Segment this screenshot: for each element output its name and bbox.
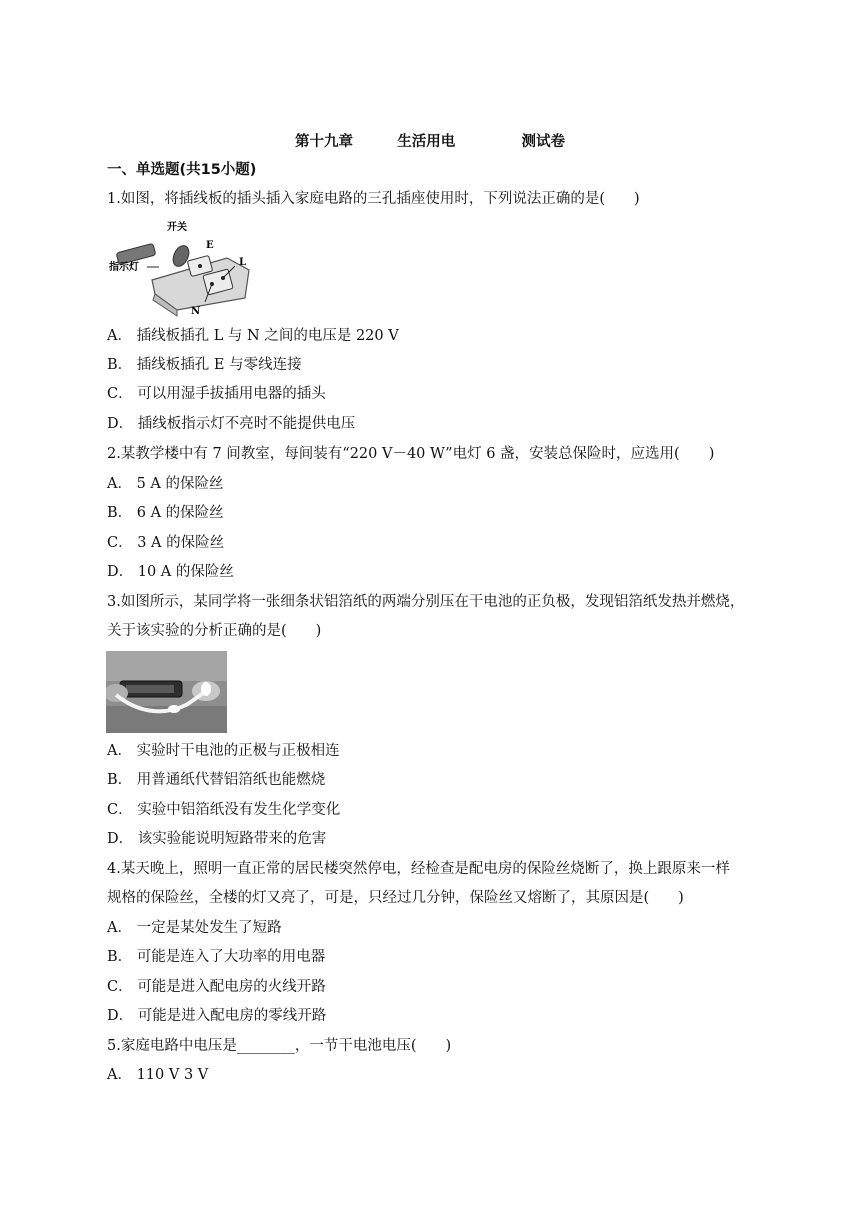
question-5-option-a: A． 110 V 3 V (107, 1067, 209, 1083)
question-4-stem-line-2: 规格的保险丝，全楼的灯又亮了，可是，只经过几分钟，保险丝又熔断了，其原因是( ) (107, 890, 684, 906)
section-heading: 一、单选题(共15小题) (107, 162, 257, 178)
question-3-stem-line-1: 3.如图所示，某同学将一张细条状铝箔纸的两端分别压在干电池的正负极，发现铝箔纸发热并燃烧， (107, 594, 745, 610)
question-1-option-b: B． 插线板插孔 E 与零线连接 (107, 357, 302, 373)
question-2-option-b: B． 6 A 的保险丝 (107, 505, 224, 521)
question-3-option-d: D． 该实验能说明短路带来的危害 (107, 831, 327, 847)
question-4-option-d: D． 可能是进入配电房的零线开路 (107, 1008, 327, 1024)
question-2-option-a: A． 5 A 的保险丝 (107, 476, 224, 492)
question-4-option-a: A． 一定是某处发生了短路 (107, 920, 282, 936)
figure-label-indicator: 指示灯 (109, 262, 139, 273)
question-4-option-c: C． 可能是进入配电房的火线开路 (107, 979, 326, 995)
question-1-stem: 1.如图，将插线板的插头插入家庭电路的三孔插座使用时，下列说法正确的是( ) (107, 191, 640, 207)
question-3-stem-line-2: 关于该实验的分析正确的是( ) (107, 623, 322, 639)
power-strip-figure (107, 218, 253, 318)
question-2-option-c: C． 3 A 的保险丝 (107, 535, 225, 551)
question-2-stem: 2.某教学楼中有 7 间教室，每间装有“220 V－40 W”电灯 6 盏，安装总保险时，应选用( ) (107, 446, 715, 462)
question-3-option-b: B． 用普通纸代替铝箔纸也能燃烧 (107, 772, 326, 788)
question-3-option-a: A． 实验时干电池的正极与正极相连 (107, 743, 340, 759)
question-2-option-d: D． 10 A 的保险丝 (107, 564, 234, 580)
figure-label-n: N (191, 306, 201, 317)
page-title: 第十九章 生活用电 测试卷 (295, 134, 565, 150)
question-4-stem-line-1: 4.某天晚上，照明一直正常的居民楼突然停电，经检查是配电房的保险丝烧断了，换上跟原来一样 (107, 861, 730, 877)
question-3-option-c: C． 实验中铝箔纸没有发生化学变化 (107, 802, 341, 818)
figure-label-l: L (239, 257, 247, 268)
figure-label-switch: 开关 (167, 222, 187, 233)
question-5-stem: 5.家庭电路中电压是________，一节干电池电压( ) (107, 1038, 452, 1054)
question-1-option-c: C． 可以用湿手拔插用电器的插头 (107, 386, 326, 402)
figure-label-e: E (206, 240, 214, 251)
battery-foil-photo (106, 651, 227, 733)
question-1-option-a: A． 插线板插孔 L 与 N 之间的电压是 220 V (107, 328, 399, 344)
question-4-option-b: B． 可能是连入了大功率的用电器 (107, 949, 326, 965)
question-1-option-d: D． 插线板指示灯不亮时不能提供电压 (107, 416, 356, 432)
